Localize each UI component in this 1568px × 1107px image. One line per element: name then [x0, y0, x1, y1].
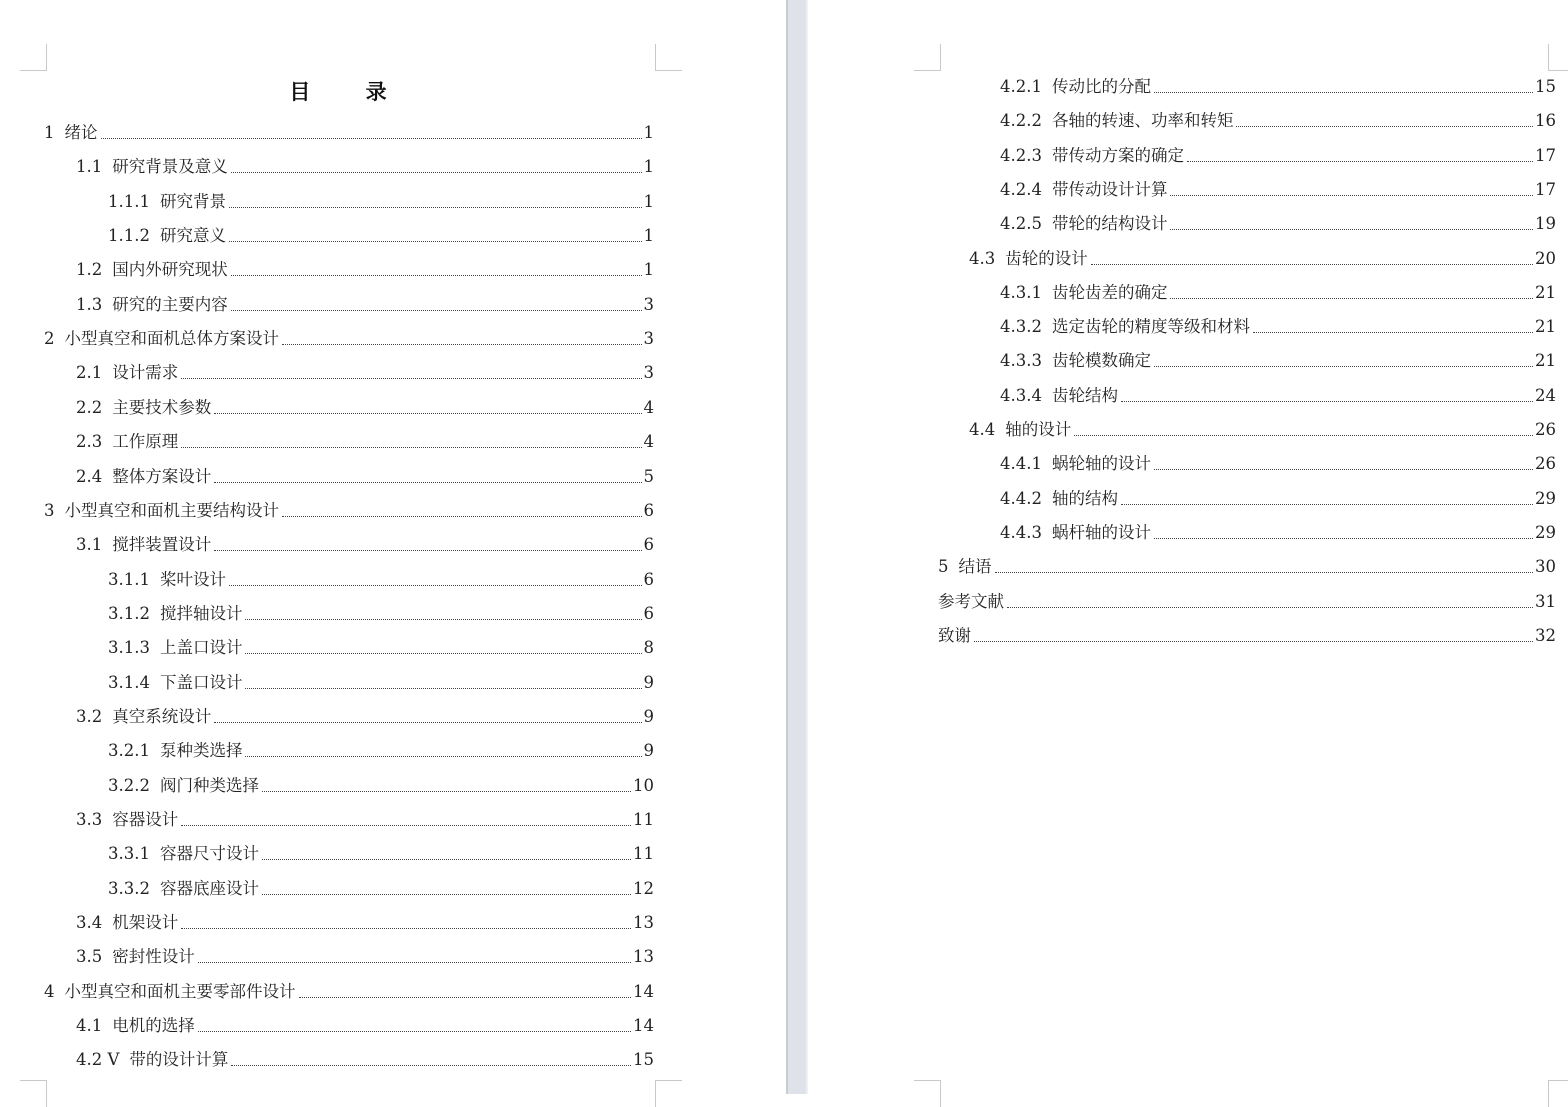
toc-entry-page-number: 3 — [643, 329, 654, 349]
toc-entry-page-number: 29 — [1535, 522, 1556, 542]
toc-leader-dots — [1253, 332, 1533, 333]
toc-entry-number: 3.4 — [76, 913, 103, 933]
toc-entry[interactable] — [76, 532, 654, 556]
toc-entry-label — [76, 912, 178, 934]
toc-entry-number: 3.2.1 — [108, 741, 150, 761]
toc-entry-label — [938, 625, 971, 647]
margin-corner-mark — [914, 44, 941, 71]
toc-entry-number: 3.1 — [76, 535, 103, 555]
toc-leader-dots — [1007, 607, 1533, 608]
toc-leader-dots — [1074, 435, 1533, 436]
toc-entry-label — [108, 569, 226, 591]
toc-entry-page-number: 11 — [633, 844, 654, 864]
toc-leader-dots — [1187, 161, 1533, 162]
toc-leader-dots — [214, 413, 641, 414]
toc-entry-number: 4.4.1 — [1000, 454, 1042, 474]
toc-entry-number: 4 — [44, 981, 55, 1001]
toc-entry-number: 4.4 — [969, 420, 996, 439]
toc-entry-number: 3.2 — [76, 706, 103, 726]
toc-entry-title: 带的设计计算 — [129, 1050, 229, 1070]
toc-entry-title: 阀门种类选择 — [159, 775, 259, 795]
toc-entry[interactable] — [108, 223, 654, 247]
toc-title: 目 录 — [289, 79, 411, 104]
toc-entry-label — [108, 878, 259, 900]
toc-entry-page-number: 26 — [1535, 454, 1556, 474]
toc-leader-dots — [1121, 504, 1533, 505]
toc-entry-title: 带传动设计计算 — [1051, 179, 1168, 199]
toc-entry-page-number: 9 — [643, 672, 654, 692]
toc-entry-page-number: 4 — [643, 397, 654, 417]
toc-entry-title: 结语 — [958, 557, 992, 577]
toc-entry-label — [76, 706, 211, 728]
toc-entry-number: 3.2.2 — [108, 775, 150, 795]
toc-entry-number: 2 — [44, 329, 55, 349]
toc-entry[interactable] — [108, 876, 654, 900]
toc-entry-label — [1000, 350, 1151, 372]
toc-entry-page-number: 6 — [643, 500, 654, 520]
toc-entry-label — [76, 259, 228, 281]
toc-entry-page-number: 15 — [633, 1050, 654, 1070]
toc-entry-number: 3.5 — [76, 947, 103, 967]
toc-entry-number: 1.3 — [76, 294, 103, 314]
toc-entry-number: 4.4.2 — [1000, 488, 1042, 508]
toc-entry[interactable] — [1000, 348, 1556, 372]
toc-entry-title: 容器尺寸设计 — [159, 844, 259, 864]
toc-entry[interactable] — [1000, 486, 1556, 510]
toc-entry-title: 参考文献 — [938, 591, 1004, 611]
toc-leader-dots — [1091, 264, 1533, 265]
toc-entry-title: 致谢 — [938, 625, 971, 645]
toc-leader-dots — [181, 378, 641, 379]
toc-entry[interactable] — [76, 944, 654, 968]
document-page-right — [808, 0, 1568, 1094]
toc-entry[interactable] — [76, 1013, 654, 1037]
toc-entry-label — [108, 775, 259, 797]
toc-entry[interactable] — [76, 464, 654, 488]
toc-leader-dots — [282, 516, 642, 517]
toc-leader-dots — [181, 447, 641, 448]
toc-leader-dots — [299, 997, 632, 998]
toc-leader-dots — [245, 756, 641, 757]
toc-entry-page-number: 32 — [1535, 625, 1556, 645]
toc-entry[interactable] — [1000, 74, 1556, 98]
toc-leader-dots — [181, 825, 631, 826]
toc-entry-title: 桨叶设计 — [159, 569, 226, 589]
toc-entry-label — [108, 843, 259, 865]
toc-entry-page-number: 4 — [643, 432, 654, 452]
toc-entry-label — [969, 248, 1088, 270]
toc-entry-number: 2.4 — [76, 466, 103, 486]
toc-entry-label — [108, 637, 242, 659]
toc-entry-title: 带传动方案的确定 — [1051, 145, 1184, 165]
toc-entry-title: 蜗杆轴的设计 — [1051, 522, 1151, 542]
toc-entry-page-number: 21 — [1535, 351, 1556, 371]
toc-entry-title: 选定齿轮的精度等级和材料 — [1051, 317, 1250, 337]
toc-entry-title: 容器设计 — [112, 810, 179, 829]
toc-leader-dots — [1121, 401, 1533, 402]
toc-entry-page-number: 30 — [1535, 557, 1556, 577]
toc-leader-dots — [231, 275, 642, 276]
toc-entry-title: 轴的结构 — [1051, 488, 1118, 508]
toc-entry-number: 4.3.2 — [1000, 317, 1042, 337]
toc-entry-label — [76, 1049, 228, 1071]
toc-entry-label — [76, 946, 195, 968]
toc-entry[interactable] — [1000, 520, 1556, 544]
toc-entry-label — [76, 156, 228, 178]
toc-entry-label — [76, 397, 211, 419]
toc-entry-number: 3.1.4 — [108, 672, 150, 692]
toc-entry-title: 主要技术参数 — [112, 397, 212, 417]
toc-entry[interactable] — [44, 979, 654, 1003]
toc-leader-dots — [262, 859, 631, 860]
toc-entry-number: 3.1.1 — [108, 569, 150, 589]
toc-entry-page-number: 24 — [1535, 385, 1556, 405]
toc-leader-dots — [245, 688, 641, 689]
toc-entry-number: 1.2 — [76, 260, 103, 280]
toc-entry-label — [1000, 213, 1167, 235]
toc-entry-number: 2.2 — [76, 397, 103, 417]
toc-entry-number: 4.2.3 — [1000, 145, 1042, 165]
margin-corner-mark — [1548, 44, 1568, 71]
toc-entry-title: 研究背景 — [159, 191, 226, 211]
toc-leader-dots — [974, 641, 1533, 642]
toc-entry-label — [76, 431, 178, 453]
toc-leader-dots — [101, 138, 642, 139]
toc-entry-label — [1000, 282, 1167, 304]
toc-entry[interactable] — [938, 623, 1556, 647]
toc-entry-title: 小型真空和面机主要零部件设计 — [64, 981, 296, 1001]
toc-entry-title: 密封性设计 — [112, 947, 195, 967]
toc-leader-dots — [229, 241, 642, 242]
toc-entry[interactable] — [44, 120, 654, 144]
toc-leader-dots — [231, 1065, 631, 1066]
toc-entry-label — [938, 556, 992, 578]
toc-entry-page-number: 15 — [1535, 77, 1556, 96]
toc-entry-number: 2.3 — [76, 432, 103, 452]
toc-entry-page-number: 13 — [633, 947, 654, 967]
toc-entry-number: 1.1.1 — [108, 191, 150, 211]
toc-leader-dots — [995, 572, 1534, 573]
toc-entry-page-number: 20 — [1535, 248, 1556, 268]
toc-leader-dots — [1154, 469, 1533, 470]
toc-entry-number: 4.2.4 — [1000, 179, 1042, 199]
toc-leader-dots — [229, 585, 642, 586]
toc-leader-dots — [1236, 126, 1533, 127]
toc-entry-page-number: 10 — [633, 775, 654, 795]
toc-leader-dots — [1170, 229, 1533, 230]
toc-entry[interactable] — [1000, 451, 1556, 475]
toc-entry[interactable] — [1000, 108, 1556, 132]
toc-entry-page-number: 21 — [1535, 317, 1556, 337]
toc-entry-title: 泵种类选择 — [159, 741, 243, 761]
toc-entry-page-number: 3 — [643, 294, 654, 314]
toc-leader-dots — [231, 172, 642, 173]
toc-entry[interactable] — [76, 154, 654, 178]
toc-entry-number: 3.3.2 — [108, 878, 150, 898]
toc-entry-label — [76, 534, 211, 556]
toc-entry-label — [108, 225, 226, 247]
toc-entry-number: 5 — [938, 557, 949, 577]
document-page-left — [0, 0, 786, 1094]
toc-entry-label — [1000, 385, 1118, 407]
toc-entry-title: 真空系统设计 — [112, 706, 212, 726]
toc-entry-number: 3.3 — [76, 810, 103, 829]
toc-entry-title: 齿轮齿差的确定 — [1051, 282, 1168, 302]
toc-entry-label — [76, 466, 211, 488]
toc-entry-number: 3.1.2 — [108, 603, 150, 623]
toc-leader-dots — [1154, 366, 1533, 367]
toc-entry-title: 上盖口设计 — [159, 638, 243, 658]
toc-entry-label — [1000, 110, 1233, 132]
toc-entry[interactable] — [1000, 383, 1556, 407]
toc-entry-number: 4.2 V — [76, 1050, 120, 1070]
toc-entry-label — [44, 122, 98, 144]
toc-entry-label — [44, 981, 296, 1003]
toc-leader-dots — [1170, 195, 1533, 196]
toc-entry[interactable] — [1000, 211, 1556, 235]
toc-entry-page-number: 26 — [1535, 420, 1556, 439]
toc-entry-page-number: 9 — [643, 706, 654, 726]
toc-entry[interactable] — [108, 738, 654, 762]
toc-entry[interactable] — [938, 589, 1556, 613]
toc-entry-number: 4.2.5 — [1000, 214, 1042, 234]
toc-entry-title: 小型真空和面机总体方案设计 — [64, 329, 279, 349]
toc-entry-title: 齿轮结构 — [1051, 385, 1118, 405]
toc-entry-number: 1 — [44, 123, 55, 142]
toc-entry[interactable] — [108, 670, 654, 694]
toc-entry-page-number: 3 — [643, 363, 654, 383]
toc-entry-page-number: 1 — [643, 260, 654, 280]
toc-entry-label — [76, 294, 228, 316]
toc-entry[interactable] — [969, 246, 1556, 270]
toc-entry[interactable] — [1000, 143, 1556, 167]
toc-entry-number: 4.4.3 — [1000, 522, 1042, 542]
toc-entry[interactable] — [1000, 314, 1556, 338]
toc-leader-dots — [1154, 92, 1533, 93]
toc-entry[interactable] — [76, 910, 654, 934]
toc-leader-dots — [181, 928, 631, 929]
toc-entry-number: 4.2.1 — [1000, 77, 1042, 96]
toc-entry-page-number: 12 — [633, 878, 654, 898]
toc-entry[interactable] — [44, 498, 654, 522]
page-gutter — [786, 0, 808, 1094]
toc-entry-title: 整体方案设计 — [112, 466, 212, 486]
toc-leader-dots — [214, 550, 641, 551]
toc-entry-number: 1.1 — [76, 157, 103, 177]
toc-entry-label — [44, 328, 279, 350]
toc-entry[interactable] — [108, 601, 654, 625]
toc-entry-title: 工作原理 — [112, 432, 179, 452]
toc-entry-page-number: 9 — [643, 741, 654, 761]
toc-entry-label — [76, 1015, 195, 1037]
toc-entry-label — [76, 809, 178, 831]
toc-entry-title: 研究的主要内容 — [112, 294, 228, 314]
toc-entry[interactable] — [76, 257, 654, 281]
toc-entry-page-number: 11 — [633, 810, 654, 829]
toc-entry[interactable] — [969, 417, 1556, 441]
toc-entry-label — [969, 419, 1071, 441]
toc-leader-dots — [198, 962, 631, 963]
toc-entry-page-number: 1 — [643, 226, 654, 246]
toc-entry-number: 3 — [44, 500, 55, 520]
toc-entry[interactable] — [108, 841, 654, 865]
toc-entry-title: 搅拌装置设计 — [112, 535, 212, 555]
toc-entry-title: 研究背景及意义 — [112, 157, 228, 177]
toc-leader-dots — [214, 482, 641, 483]
toc-entry-title: 轴的设计 — [1005, 420, 1072, 439]
margin-corner-mark — [655, 44, 682, 71]
toc-entry[interactable] — [108, 773, 654, 797]
toc-entry[interactable] — [108, 635, 654, 659]
toc-entry-page-number: 6 — [643, 603, 654, 623]
toc-entry-label — [108, 672, 242, 694]
toc-leader-dots — [198, 1031, 631, 1032]
toc-entry[interactable] — [76, 1047, 654, 1071]
toc-leader-dots — [262, 791, 631, 792]
toc-entry[interactable] — [76, 360, 654, 384]
toc-entry-page-number: 1 — [643, 123, 654, 142]
toc-entry-label — [1000, 488, 1118, 510]
toc-entry-title: 下盖口设计 — [159, 672, 243, 692]
toc-entry-title: 电机的选择 — [112, 1016, 195, 1036]
toc-entry[interactable] — [76, 292, 654, 316]
toc-entry-label — [938, 591, 1004, 613]
toc-entry-page-number: 31 — [1535, 591, 1556, 611]
toc-entry[interactable] — [1000, 280, 1556, 304]
toc-entry-label — [108, 191, 226, 213]
toc-entry-label — [44, 500, 279, 522]
toc-entry[interactable] — [938, 554, 1556, 578]
toc-entry-title: 机架设计 — [112, 913, 179, 933]
toc-entry-label — [76, 362, 178, 384]
toc-entry-label — [108, 740, 242, 762]
toc-entry-title: 各轴的转速、功率和转矩 — [1051, 111, 1234, 131]
toc-entry-label — [1000, 179, 1167, 201]
margin-corner-mark — [20, 44, 47, 71]
toc-entry-title: 小型真空和面机主要结构设计 — [64, 500, 279, 520]
toc-leader-dots — [245, 653, 641, 654]
toc-entry-label — [108, 603, 242, 625]
toc-leader-dots — [214, 722, 641, 723]
toc-leader-dots — [1170, 298, 1533, 299]
toc-entry-label — [1000, 453, 1151, 475]
toc-entry-page-number: 5 — [643, 466, 654, 486]
toc-entry[interactable] — [1000, 177, 1556, 201]
toc-entry-title: 设计需求 — [112, 363, 179, 383]
toc-entry-title: 搅拌轴设计 — [159, 603, 243, 623]
toc-entry-number: 4.3 — [969, 248, 996, 268]
toc-entry[interactable] — [108, 567, 654, 591]
toc-entry-number: 4.3.4 — [1000, 385, 1042, 405]
toc-entry-title: 传动比的分配 — [1051, 77, 1151, 96]
toc-entry-number: 3.3.1 — [108, 844, 150, 864]
toc-entry-page-number: 17 — [1535, 179, 1556, 199]
toc-entry-page-number: 19 — [1535, 214, 1556, 234]
toc-entry-page-number: 1 — [643, 157, 654, 177]
toc-entry-number: 1.1.2 — [108, 226, 150, 246]
toc-entry[interactable] — [76, 704, 654, 728]
toc-entry-number: 2.1 — [76, 363, 103, 383]
toc-entry-page-number: 1 — [643, 191, 654, 211]
toc-entry-title: 绪论 — [64, 123, 98, 142]
toc-entry-page-number: 17 — [1535, 145, 1556, 165]
toc-entry-number: 4.1 — [76, 1016, 103, 1036]
toc-entry[interactable] — [76, 395, 654, 419]
toc-entry-page-number: 6 — [643, 569, 654, 589]
toc-entry-title: 齿轮模数确定 — [1051, 351, 1151, 371]
toc-entry-number: 4.2.2 — [1000, 111, 1042, 131]
toc-entry-page-number: 14 — [633, 981, 654, 1001]
toc-leader-dots — [1154, 538, 1533, 539]
toc-entry-number: 4.3.1 — [1000, 282, 1042, 302]
toc-entry-title: 国内外研究现状 — [112, 260, 228, 280]
toc-entry-label — [1000, 522, 1151, 544]
toc-entry-page-number: 21 — [1535, 282, 1556, 302]
toc-entry-page-number: 13 — [633, 913, 654, 933]
toc-entry-title: 研究意义 — [159, 226, 226, 246]
toc-leader-dots — [245, 619, 641, 620]
toc-entry-title: 容器底座设计 — [159, 878, 259, 898]
toc-entry-page-number: 29 — [1535, 488, 1556, 508]
toc-entry[interactable] — [108, 189, 654, 213]
toc-entry-title: 齿轮的设计 — [1005, 248, 1088, 268]
toc-entry-label — [1000, 76, 1151, 98]
toc-entry-page-number: 6 — [643, 535, 654, 555]
toc-entry-page-number: 8 — [643, 638, 654, 658]
toc-entry-title: 带轮的结构设计 — [1051, 214, 1168, 234]
toc-entry-label — [1000, 316, 1250, 338]
toc-entry-page-number: 14 — [633, 1016, 654, 1036]
toc-entry-label — [1000, 145, 1184, 167]
toc-entry[interactable] — [44, 326, 654, 350]
toc-leader-dots — [231, 310, 642, 311]
toc-leader-dots — [262, 894, 631, 895]
toc-entry-page-number: 16 — [1535, 111, 1556, 131]
toc-entry-title: 蜗轮轴的设计 — [1051, 454, 1151, 474]
toc-entry[interactable] — [76, 429, 654, 453]
toc-leader-dots — [282, 344, 642, 345]
toc-entry-number: 4.3.3 — [1000, 351, 1042, 371]
toc-entry[interactable] — [76, 807, 654, 831]
toc-leader-dots — [229, 207, 642, 208]
toc-entry-number: 3.1.3 — [108, 638, 150, 658]
